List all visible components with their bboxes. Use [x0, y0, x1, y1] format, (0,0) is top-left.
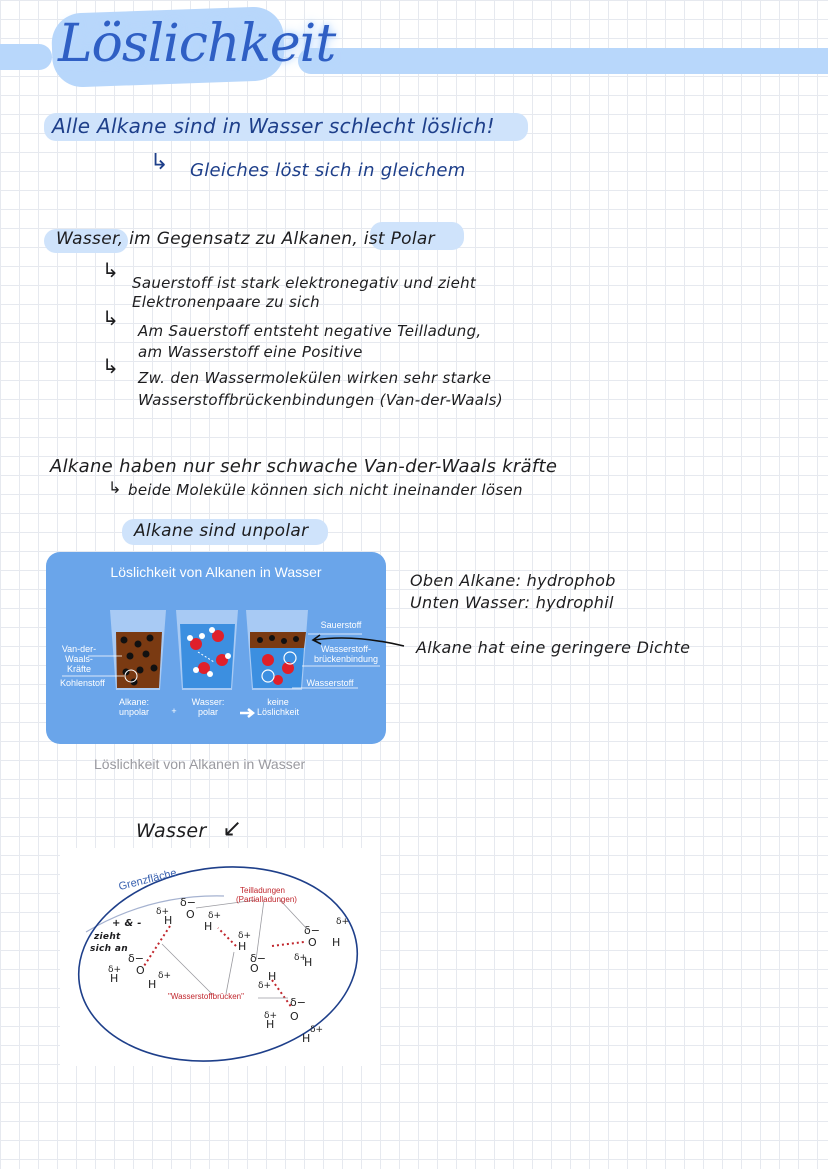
svg-text:δ+: δ+	[294, 953, 308, 963]
water-diagram	[60, 848, 380, 1066]
note-oben: Oben Alkane: hydrophob	[410, 571, 616, 590]
svg-text:H: H	[238, 940, 247, 953]
pointer-arrow-icon	[308, 632, 408, 652]
arrow-icon: ↳	[102, 258, 119, 282]
label-plus: +	[171, 706, 177, 716]
svg-text:δ+: δ+	[310, 1025, 324, 1035]
label-result: keine Löslichkeit	[256, 697, 300, 717]
svg-text:H: H	[266, 1018, 275, 1031]
water-heading: Wasser, im Gegensatz zu Alkanen, ist Polar	[56, 229, 435, 249]
svg-text:δ+: δ+	[108, 965, 122, 975]
label-wasser: Wasser: polar	[191, 697, 225, 717]
svg-text:δ+: δ+	[258, 981, 272, 991]
water-point-1: Sauerstoff ist stark elektronegativ und zieht Elektronenpaare zu sich	[132, 274, 477, 311]
svg-text:δ+: δ+	[208, 911, 222, 921]
label-alkane: Alkane: unpolar	[118, 697, 150, 717]
water-point-2: Am Sauerstoff entsteht negative Teilladung, am Wasserstoff eine Positive	[138, 322, 482, 361]
arrow-icon: ↳	[150, 150, 169, 175]
statement: Alle Alkane sind in Wasser schlecht löslich!	[52, 114, 495, 138]
figure-title: Löslichkeit von Alkanen in Wasser	[110, 564, 322, 580]
note-dichte: Alkane hat eine geringere Dichte	[416, 638, 691, 657]
svg-text:δ+: δ+	[158, 971, 172, 981]
svg-text:δ+: δ+	[156, 907, 170, 917]
svg-text:O: O	[136, 964, 145, 977]
svg-text:δ+: δ+	[238, 931, 252, 941]
title-underline-right	[298, 48, 828, 74]
svg-text:O: O	[186, 908, 195, 921]
wasser-label: Wasser	[136, 820, 207, 842]
alkane-sub: beide Moleküle können sich nicht ineinander lösen	[128, 481, 523, 499]
statement-sub: Gleiches löst sich in gleichem	[190, 160, 466, 181]
arrow-icon: ↳	[108, 478, 122, 497]
svg-text:H: H	[268, 970, 277, 983]
svg-text:H: H	[110, 972, 119, 985]
label-wasserstoffbruecken: "Wasserstoffbrücken"	[168, 992, 244, 1001]
figure-caption: Löslichkeit von Alkanen in Wasser	[94, 756, 306, 772]
alkane-line: Alkane haben nur sehr schwache Van-der-Waals kräfte	[50, 456, 558, 477]
svg-text:δ−: δ−	[128, 952, 144, 965]
water-point-3: Zw. den Wassermolekülen wirken sehr starke Wasserstoffbrückenbindungen (Van-der-Waals)	[138, 369, 503, 409]
svg-text:H: H	[204, 920, 213, 933]
svg-text:H: H	[304, 956, 313, 969]
annotation-zieht: zieht	[94, 932, 121, 942]
svg-text:δ−: δ−	[304, 924, 320, 937]
label-grenzflaeche: Grenzfläche	[117, 867, 178, 893]
title-underline-left	[0, 44, 52, 70]
svg-text:δ−: δ−	[250, 952, 266, 965]
annotation-sich-an: sich an	[90, 944, 128, 954]
arrow-icon: ↳	[102, 306, 119, 330]
svg-text:δ+: δ+	[336, 917, 350, 927]
svg-text:H: H	[332, 936, 341, 949]
svg-text:H: H	[164, 914, 173, 927]
label-kohlenstoff: Kohlenstoff	[60, 678, 105, 688]
svg-text:H: H	[302, 1032, 311, 1045]
label-teilladungen: Teilladungen	[240, 886, 285, 895]
svg-text:δ+: δ+	[264, 1011, 278, 1021]
label-wbb: Wasserstoff-brückenbindung	[313, 644, 379, 664]
note-unten: Unten Wasser: hydrophil	[410, 593, 614, 612]
svg-text:O: O	[290, 1010, 299, 1023]
arrow-icon: ↳	[102, 354, 119, 378]
page-title: Löslichkeit	[58, 14, 336, 74]
label-vdw: Van-der-Waals-Kräfte	[61, 644, 97, 674]
annotation-plus-minus: + & -	[112, 918, 142, 929]
svg-text:O: O	[308, 936, 317, 949]
down-arrow-icon: ↙	[222, 814, 243, 842]
svg-text:δ−: δ−	[290, 996, 306, 1009]
label-partialladungen: (Partialladungen)	[236, 895, 297, 904]
alkane-nonpolar: Alkane sind unpolar	[134, 521, 309, 541]
svg-text:H: H	[148, 978, 157, 991]
svg-text:δ−: δ−	[180, 896, 196, 909]
svg-text:O: O	[250, 962, 259, 975]
label-sauerstoff: Sauerstoff	[320, 620, 362, 630]
label-wasserstoff: Wasserstoff	[306, 678, 354, 688]
